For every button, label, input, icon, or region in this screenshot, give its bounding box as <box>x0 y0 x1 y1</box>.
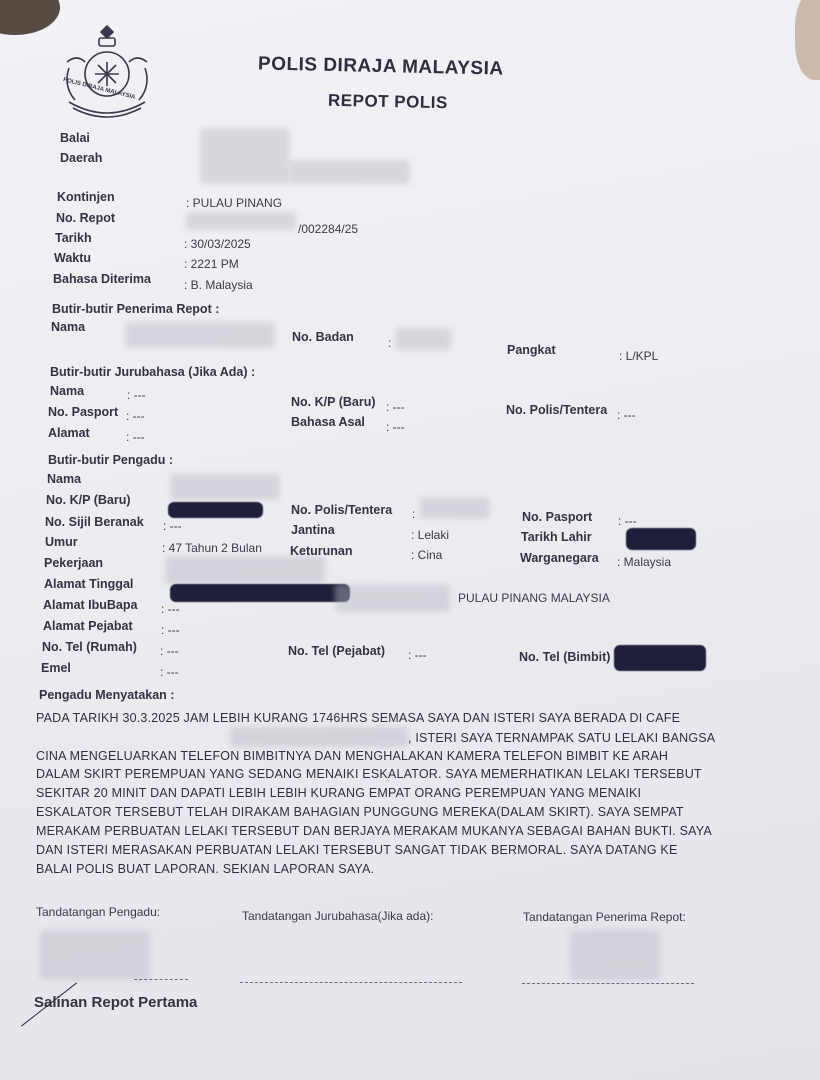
pengadu-jantina-value: : Lelaki <box>411 528 450 542</box>
statement-line: ESKALATOR TERSEBUT TELAH DIRAKAM BAHAGIAN PUNGGUNG MEREKA(DALAM SKIRT). SAYA SEMPAT <box>36 805 684 819</box>
bahasa-diterima-value: : B. Malaysia <box>184 278 253 292</box>
statement-line: SEKITAR 20 MINIT DAN DAPATI LEBIH LEBIH KURANG EMPAT ORANG PEREMPUAN YANG MENAIKI <box>36 786 642 800</box>
sig-line-pengadu <box>134 979 188 980</box>
bahasa-diterima-label: Bahasa Diterima <box>53 272 151 286</box>
redacted-tarikh-lahir <box>626 528 696 550</box>
balai-label: Balai <box>60 131 90 145</box>
pengadu-keturunan-label: Keturunan <box>290 544 353 558</box>
jurubahasa-polis-value: : --- <box>617 408 636 422</box>
pengadu-umur-label: Umur <box>45 535 78 549</box>
statement-line: BALAI POLIS BUAT LAPORAN. SEKIAN LAPORAN SAYA. <box>36 862 375 876</box>
pengadu-tel-pejabat-label: No. Tel (Pejabat) <box>288 644 386 658</box>
redacted-pekerjaan <box>165 556 325 584</box>
pengadu-sijil-label: No. Sijil Beranak <box>45 515 144 529</box>
pengadu-polis-value: : <box>412 507 416 521</box>
pengadu-jantina-label: Jantina <box>291 523 335 537</box>
redacted-alamat-tinggal <box>170 584 350 602</box>
statement-line: CINA MENGELUARKAN TELEFON BIMBITNYA DAN MENGHALAKAN KAMERA TELEFON BIMBIT KE ARAH <box>36 749 669 763</box>
waktu-label: Waktu <box>54 251 92 265</box>
pengadu-pekerjaan-label: Pekerjaan <box>44 556 104 570</box>
daerah-label: Daerah <box>60 151 103 165</box>
statement-line: MERAKAM PERBUATAN LELAKI TERSEBUT DAN BERJAYA MERAKAM MUKANYA SEBAGAI BAHAN BUKTI. SAYA <box>36 824 712 838</box>
pengadu-warganegara-label: Warganegara <box>520 551 599 565</box>
redacted-sig-penerima <box>570 930 660 980</box>
pengadu-umur-value: : 47 Tahun 2 Bulan <box>162 541 262 555</box>
kontinjen-value: : PULAU PINANG <box>186 196 283 210</box>
pengadu-alamat-pejabat-label: Alamat Pejabat <box>43 619 133 633</box>
pengadu-tel-rumah-label: No. Tel (Rumah) <box>42 640 137 654</box>
penerima-nama-label: Nama <box>51 320 86 334</box>
redacted-balai <box>200 128 290 184</box>
pengadu-emel-label: Emel <box>41 661 71 675</box>
redacted-no-badan <box>396 328 451 350</box>
kontinjen-label: Kontinjen <box>57 190 115 204</box>
pengadu-tel-bimbit-label: No. Tel (Bimbit) <box>519 650 611 664</box>
no-repot-value: /002284/25 <box>298 222 359 236</box>
penerima-section-title: Butir-butir Penerima Repot : <box>52 302 220 316</box>
jurubahasa-nama-value: : --- <box>127 388 146 402</box>
pengadu-alamat-tinggal-label: Alamat Tinggal <box>44 577 134 591</box>
pengadu-pasport-label: No. Pasport <box>522 510 593 524</box>
pengadu-alamat-tinggal-value: PULAU PINANG MALAYSIA <box>458 591 610 605</box>
pengadu-alamat-pejabat-value: : --- <box>161 623 180 637</box>
pengadu-tel-pejabat-value: : --- <box>408 648 427 662</box>
jurubahasa-polis-label: No. Polis/Tentera <box>506 403 608 417</box>
jurubahasa-kp-label: No. K/P (Baru) <box>291 395 376 409</box>
pengadu-alamat-ibubapa-value: : --- <box>161 602 180 616</box>
jurubahasa-section-title: Butir-butir Jurubahasa (Jika Ada) : <box>50 365 256 379</box>
jurubahasa-bahasa-asal-label: Bahasa Asal <box>291 415 365 429</box>
redacted-tel-bimbit <box>614 645 706 671</box>
jurubahasa-alamat-value: : --- <box>126 430 145 444</box>
pengadu-polis-label: No. Polis/Tentera <box>291 503 393 517</box>
jurubahasa-pasport-value: : --- <box>126 409 145 423</box>
sig-line-jurubahasa <box>240 982 462 983</box>
no-repot-label: No. Repot <box>56 211 116 225</box>
pengadu-tarikh-lahir-label: Tarikh Lahir <box>521 530 592 544</box>
pengadu-alamat-ibubapa-label: Alamat IbuBapa <box>43 598 138 612</box>
pengadu-keturunan-value: : Cina <box>411 548 443 562</box>
pangkat-label: Pangkat <box>507 343 556 357</box>
pengadu-tel-rumah-value: : --- <box>160 644 179 658</box>
statement-line: DALAM SKIRT PEREMPUAN YANG SEDANG MENAIKI ESKALATOR. SAYA MEMERHATIKAN LELAKI TERSEBUT <box>36 767 702 781</box>
redacted-sig-pengadu <box>40 930 150 980</box>
redacted-cafe-name <box>230 727 408 747</box>
copy-label: Salinan Repot Pertama <box>34 994 198 1011</box>
org-title: POLIS DIRAJA MALAYSIA <box>257 53 504 80</box>
jurubahasa-bahasa-asal-value: : --- <box>386 420 405 434</box>
redacted-pengadu-polis <box>420 497 490 519</box>
jurubahasa-nama-label: Nama <box>50 384 85 398</box>
redacted-alamat-tinggal-2 <box>335 584 450 612</box>
jurubahasa-kp-value: : --- <box>386 400 405 414</box>
pengadu-nama-label: Nama <box>47 472 82 486</box>
pangkat-value: : L/KPL <box>619 349 659 363</box>
no-badan-label: No. Badan <box>292 330 354 344</box>
redacted-daerah <box>290 160 410 184</box>
jurubahasa-alamat-label: Alamat <box>48 426 90 440</box>
sig-pengadu-label: Tandatangan Pengadu: <box>36 905 161 919</box>
sig-penerima-label: Tandatangan Penerima Repot: <box>523 910 686 924</box>
statement-heading: Pengadu Menyatakan : <box>39 688 175 702</box>
pengadu-warganegara-value: : Malaysia <box>617 555 672 569</box>
pengadu-section-title: Butir-butir Pengadu : <box>48 453 173 467</box>
statement-line: DAN ISTERI MERASAKAN PERBUATAN LELAKI TERSEBUT SANGAT TIDAK BERMORAL. SAYA DATANG KE <box>36 843 678 857</box>
pengadu-sijil-value: : --- <box>163 519 182 533</box>
pengadu-kp-label: No. K/P (Baru) <box>46 493 131 507</box>
sig-jurubahasa-label: Tandatangan Jurubahasa(Jika ada): <box>242 909 434 923</box>
pengadu-emel-value: : --- <box>160 665 179 679</box>
redacted-no-repot <box>186 212 296 230</box>
statement-line: PADA TARIKH 30.3.2025 JAM LEBIH KURANG 1746HRS SEMASA SAYA DAN ISTERI SAYA BERADA DI CAFE <box>36 711 681 725</box>
crest-motto: POLIS DIRAJA MALAYSIA <box>62 77 136 101</box>
sig-line-penerima <box>522 983 694 984</box>
statement-line: , ISTERI SAYA TERNAMPAK SATU LELAKI BANGSA <box>408 731 716 745</box>
no-badan-value: : <box>388 336 392 350</box>
doc-title: REPOT POLIS <box>327 90 448 113</box>
tarikh-value: : 30/03/2025 <box>184 237 251 251</box>
redacted-penerima-nama <box>125 322 275 348</box>
tarikh-label: Tarikh <box>55 231 92 245</box>
waktu-value: : 2221 PM <box>184 257 239 271</box>
pengadu-pasport-value: : --- <box>618 514 637 528</box>
police-crest-icon <box>55 22 159 122</box>
redacted-pengadu-nama <box>170 474 280 500</box>
jurubahasa-pasport-label: No. Pasport <box>48 405 119 419</box>
redacted-pengadu-kp <box>168 502 263 518</box>
